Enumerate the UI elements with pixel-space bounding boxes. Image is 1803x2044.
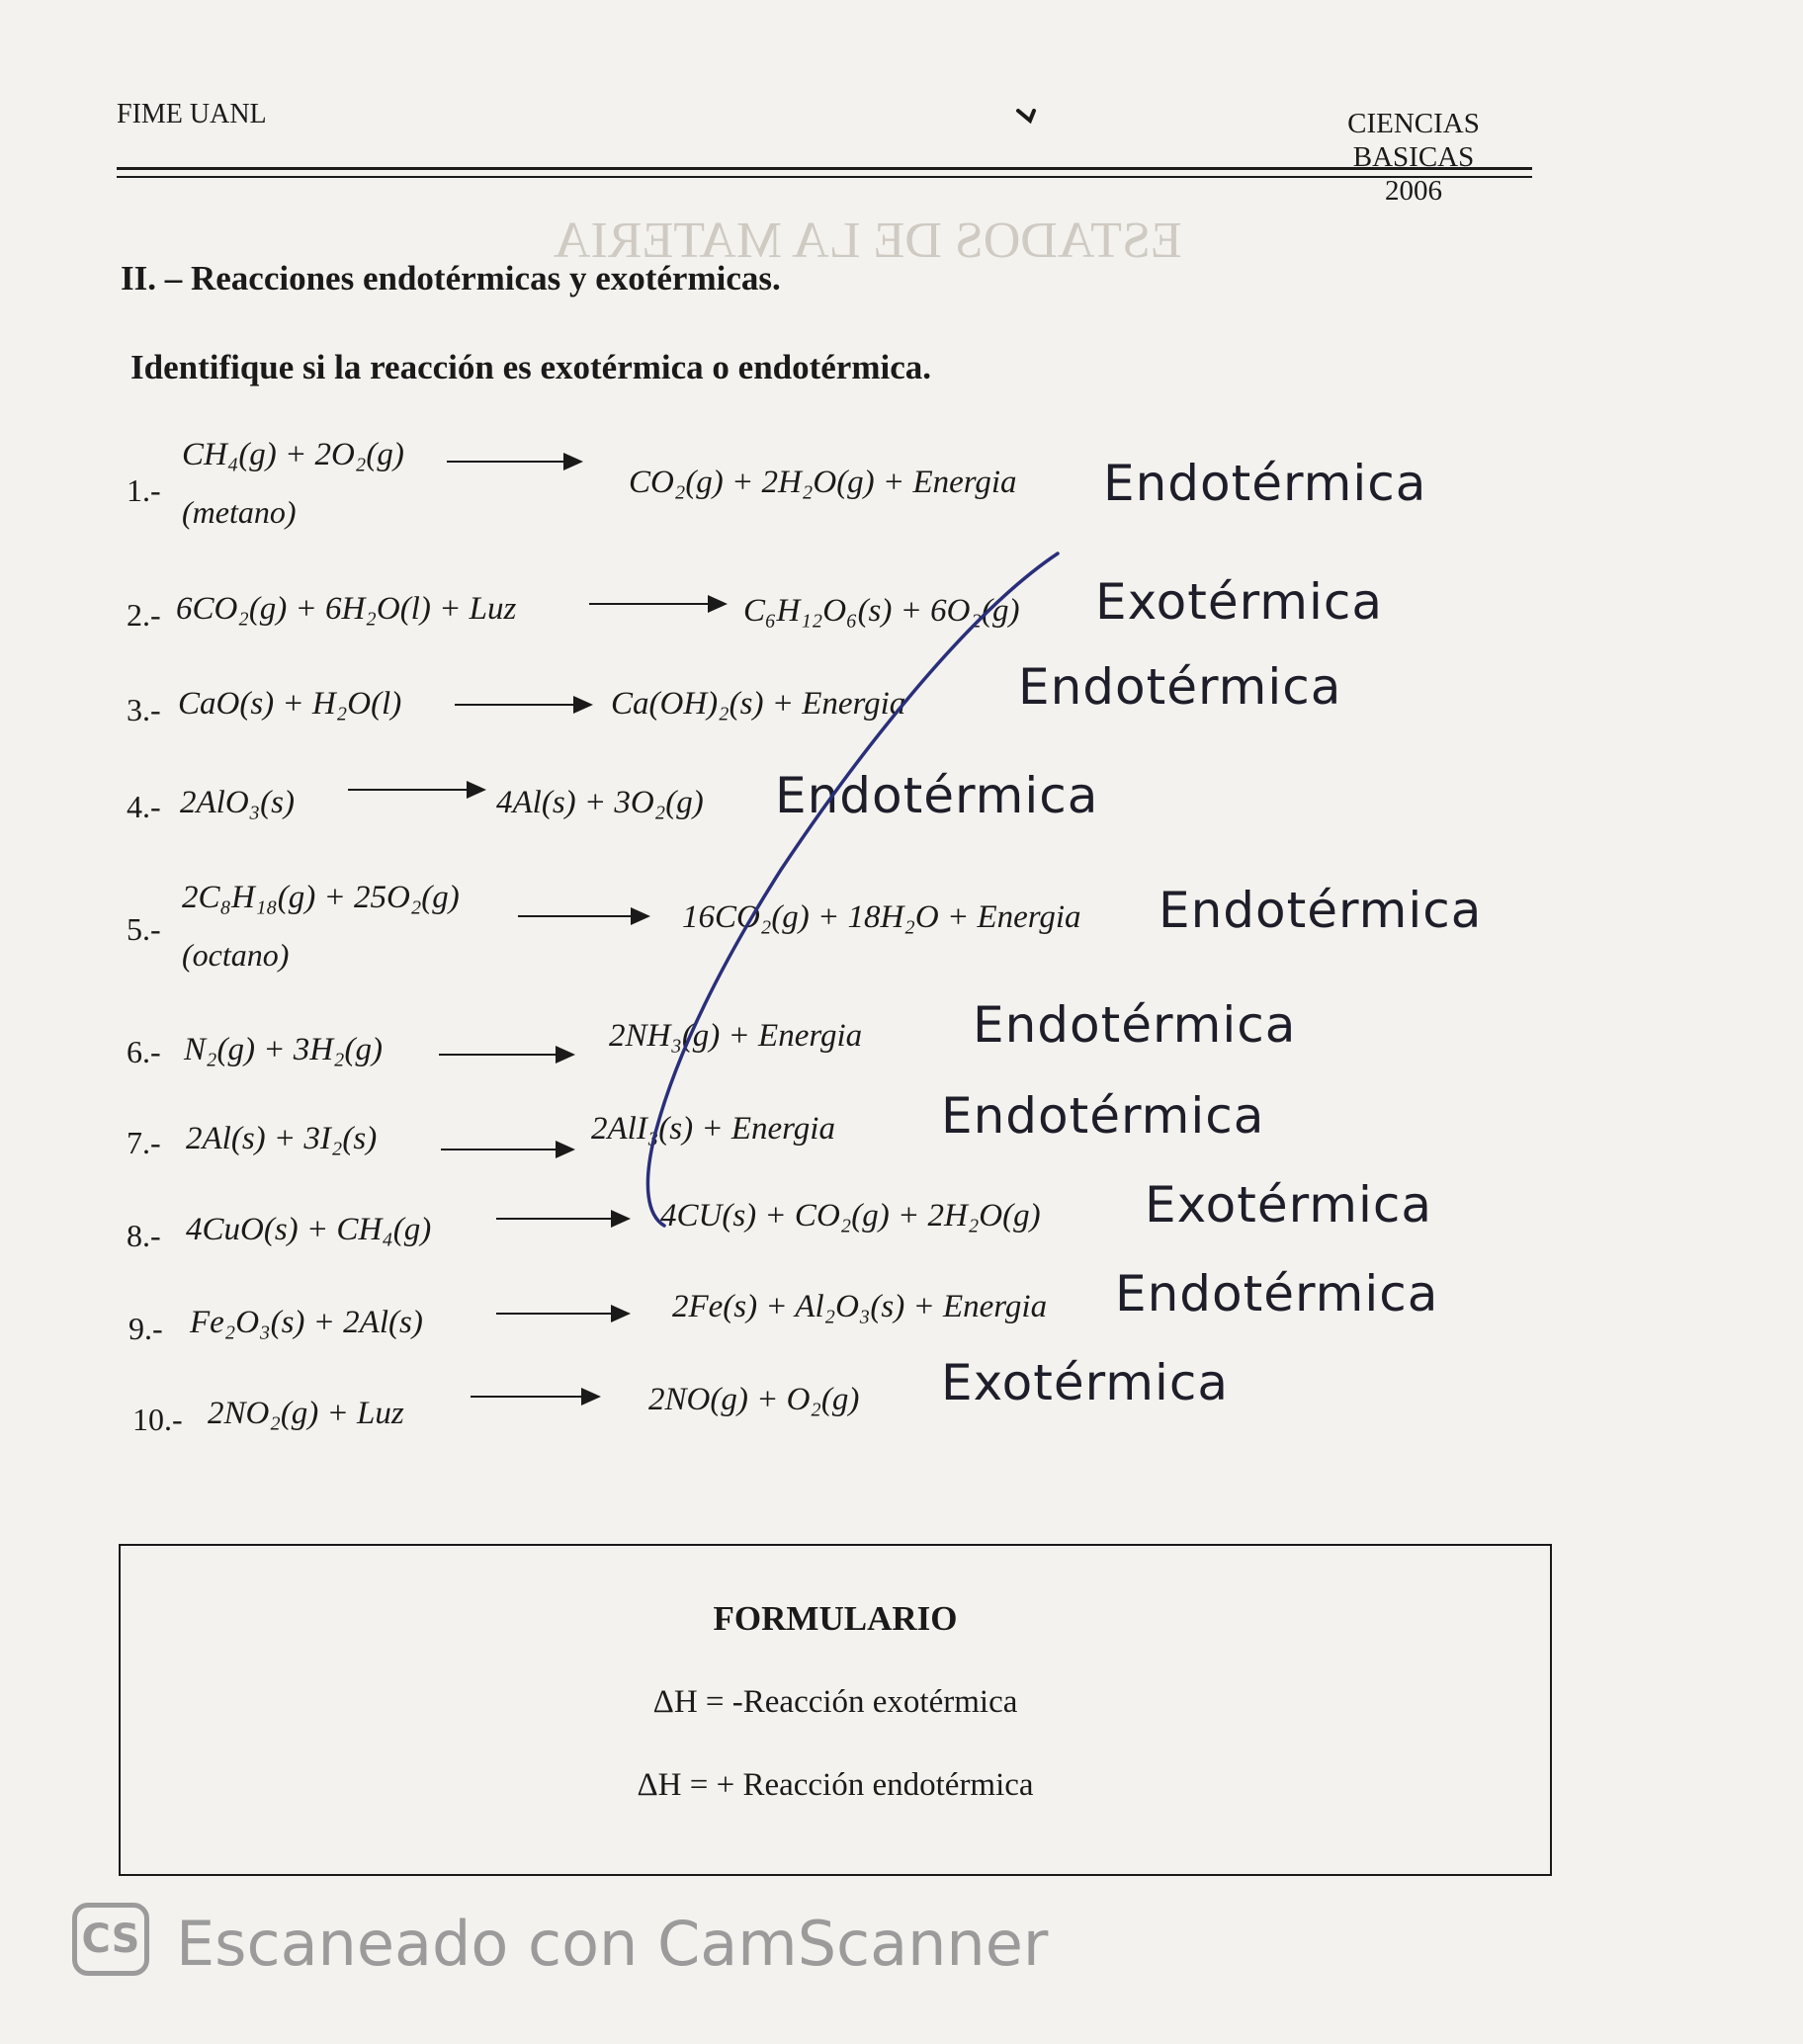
reaction-number: 1.- xyxy=(127,472,161,508)
reaction-products: 4CU(s) + CO₂(g) + 2H₂O(g) xyxy=(660,1198,1041,1234)
handwritten-answer: Endotérmica xyxy=(1103,455,1427,512)
reaction-number: 3.- xyxy=(127,692,161,727)
handwritten-answer: Exotérmica xyxy=(1095,573,1384,631)
handwritten-answer: Endotérmica xyxy=(775,767,1099,824)
reaction-number: 6.- xyxy=(127,1034,161,1069)
section-title: II. – Reacciones endotérmicas y exotérmicas. xyxy=(121,259,781,298)
formulario-title: FORMULARIO xyxy=(713,1599,958,1638)
handwritten-answer: Exotérmica xyxy=(941,1354,1230,1411)
reaction-reactant-note: (metano) xyxy=(182,494,297,530)
reaction-products: 2AlI₃(s) + Energia xyxy=(591,1111,835,1147)
header-institution: FIME UANL xyxy=(117,99,267,129)
formulario-box xyxy=(119,1544,1552,1876)
bleed-through-text: ESTADOS DE LA MATERIA xyxy=(554,213,1182,269)
camscanner-logo-icon: CS xyxy=(72,1903,149,1976)
reaction-number: 8.- xyxy=(127,1218,161,1253)
reaction-reactants: 4CuO(s) + CH₄(g) xyxy=(186,1212,432,1247)
header-department-name: CIENCIAS BASICAS xyxy=(1347,108,1480,173)
reaction-number: 9.- xyxy=(129,1311,163,1346)
reaction-number: 2.- xyxy=(127,597,161,633)
reaction-reactants: CH₄(g) + 2O₂(g) xyxy=(182,437,404,472)
reaction-products: Ca(OH)₂(s) + Energia xyxy=(611,686,906,722)
camscanner-watermark: Escaneado con CamScanner xyxy=(176,1908,1049,1980)
reaction-reactants: 2AlO₃(s) xyxy=(180,785,295,820)
reaction-products: 2NO(g) + O₂(g) xyxy=(648,1382,860,1417)
reaction-products: CO₂(g) + 2H₂O(g) + Energia xyxy=(629,465,1017,500)
handwritten-answer: Endotérmica xyxy=(941,1087,1265,1145)
formulario-line-exothermic: ΔH = -Reacción exotérmica xyxy=(652,1684,1018,1720)
handwritten-answer: Endotérmica xyxy=(1159,882,1483,939)
reaction-reactants: Fe₂O₃(s) + 2Al(s) xyxy=(190,1305,423,1340)
header-year: 2006 xyxy=(1385,175,1442,207)
reaction-reactants: 2NO₂(g) + Luz xyxy=(208,1396,404,1431)
reaction-number: 4.- xyxy=(127,789,161,824)
reaction-reactant-note: (octano) xyxy=(182,937,290,973)
reaction-products: 2Fe(s) + Al₂O₃(s) + Energia xyxy=(672,1289,1048,1324)
formulario-line-endothermic: ΔH = + Reacción endotérmica xyxy=(637,1767,1034,1803)
reaction-reactants: N₂(g) + 3H₂(g) xyxy=(184,1032,384,1067)
reaction-number: 5.- xyxy=(127,911,161,947)
handwritten-answer: Exotérmica xyxy=(1145,1176,1433,1234)
instruction: Identifique si la reacción es exotérmica o endotérmica. xyxy=(130,348,932,386)
reaction-products: 16CO₂(g) + 18H₂O + Energia xyxy=(682,899,1081,935)
handwritten-answer: Endotérmica xyxy=(1115,1265,1439,1322)
reaction-products: 2NH₃(g) + Energia xyxy=(609,1018,863,1054)
reaction-reactants: 2Al(s) + 3I₂(s) xyxy=(186,1121,378,1156)
reaction-products: 4Al(s) + 3O₂(g) xyxy=(496,785,704,820)
reaction-reactants: 6CO₂(g) + 6H₂O(l) + Luz xyxy=(176,591,517,627)
reaction-reactants: CaO(s) + H₂O(l) xyxy=(178,686,402,722)
reaction-products: C₆H₁₂O₆(s) + 6O₂(g) xyxy=(743,593,1020,629)
reaction-reactants: 2C₈H₁₈(g) + 25O₂(g) xyxy=(182,880,460,915)
handwritten-answer: Endotérmica xyxy=(973,996,1297,1054)
reaction-number: 7.- xyxy=(127,1125,161,1160)
reaction-number: 10.- xyxy=(132,1402,183,1437)
handwritten-answer: Endotérmica xyxy=(1018,658,1342,716)
